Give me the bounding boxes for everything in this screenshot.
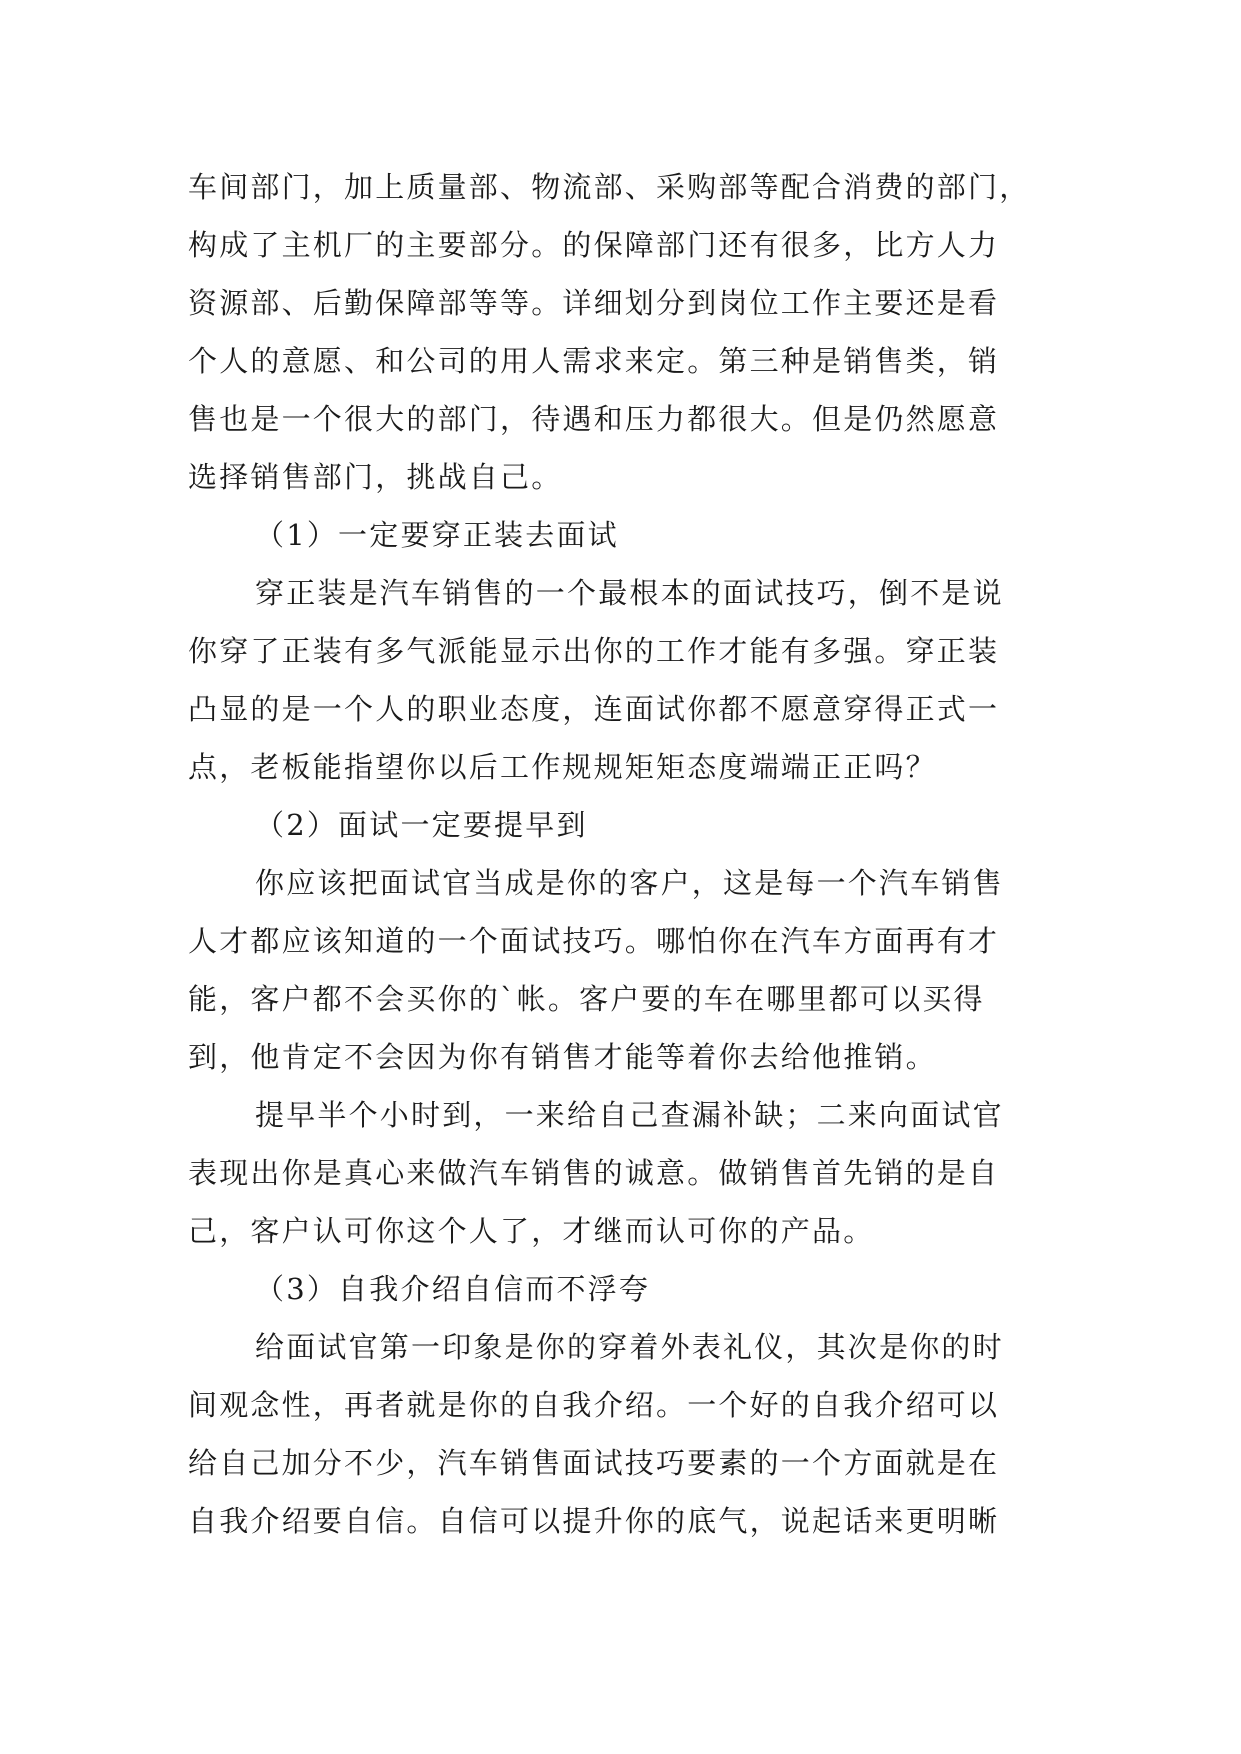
text-line: 你穿了正装有多气派能显示出你的工作才能有多强。穿正装 xyxy=(188,634,1000,668)
text-line: 表现出你是真心来做汽车销售的诚意。做销售首先销的是自 xyxy=(188,1156,1000,1190)
text-line: 人才都应该知道的一个面试技巧。哪怕你在汽车方面再有才 xyxy=(188,924,1000,958)
text-line: 车间部门，加上质量部、物流部、采购部等配合消费的部门， xyxy=(188,170,1031,204)
text-line: 点，老板能指望你以后工作规规矩矩态度端端正正吗？ xyxy=(188,750,937,784)
section-heading: （1）一定要穿正装去面试 xyxy=(255,518,619,552)
section-heading: （3）自我介绍自信而不浮夸 xyxy=(255,1272,651,1306)
text-line: 能，客户都不会买你的`帐。客户要的车在哪里都可以买得 xyxy=(188,982,985,1016)
text-line: 凸显的是一个人的职业态度，连面试你都不愿意穿得正式一 xyxy=(188,692,1000,726)
text-line: 穿正装是汽车销售的一个最根本的面试技巧，倒不是说 xyxy=(255,576,1004,610)
text-line: 自我介绍要自信。自信可以提升你的底气，说起话来更明晰 xyxy=(188,1504,1000,1538)
text-line: 个人的意愿、和公司的用人需求来定。第三种是销售类，销 xyxy=(188,344,1000,378)
text-line: 售也是一个很大的部门，待遇和压力都很大。但是仍然愿意 xyxy=(188,402,1000,436)
section-heading: （2）面试一定要提早到 xyxy=(255,808,588,842)
text-line: 到，他肯定不会因为你有销售才能等着你去给他推销。 xyxy=(188,1040,937,1074)
text-line: 资源部、后勤保障部等等。详细划分到岗位工作主要还是看 xyxy=(188,286,1000,320)
text-line: 你应该把面试官当成是你的客户，这是每一个汽车销售 xyxy=(255,866,1004,900)
text-line: 构成了主机厂的主要部分。的保障部门还有很多，比方人力 xyxy=(188,228,1000,262)
document-body xyxy=(188,158,1058,1550)
text-line: 给自己加分不少，汽车销售面试技巧要素的一个方面就是在 xyxy=(188,1446,1000,1480)
text-line: 选择销售部门，挑战自己。 xyxy=(188,460,563,494)
text-line: 间观念性，再者就是你的自我介绍。一个好的自我介绍可以 xyxy=(188,1388,1000,1422)
text-line: 己，客户认可你这个人了，才继而认可你的产品。 xyxy=(188,1214,875,1248)
text-line: 提早半个小时到，一来给自己查漏补缺；二来向面试官 xyxy=(255,1098,1004,1132)
text-line: 给面试官第一印象是你的穿着外表礼仪，其次是你的时 xyxy=(255,1330,1004,1364)
